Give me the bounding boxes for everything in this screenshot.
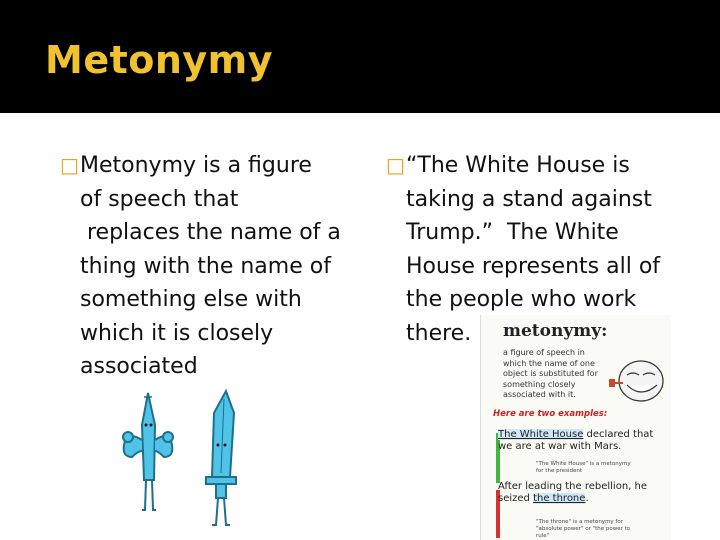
examples-header: Here are two examples: [493, 409, 608, 419]
left-bullet-line: of speech that [80, 186, 239, 212]
example2-text: After leading the rebellion, he seized [498, 481, 648, 504]
title-bar [0, 0, 720, 113]
left-bullet-line: thing with the name of [80, 253, 331, 279]
left-bullet-line: which it is closely [80, 320, 274, 346]
slide-title: Metonymy [45, 38, 274, 82]
right-bullet-line: there. [406, 320, 472, 346]
card-title: metonymy: [503, 321, 608, 341]
example1-note: "The White House" is a metonymy for the president [536, 461, 631, 474]
troll-face-icon [609, 353, 667, 405]
example2-subject: the throne [533, 493, 586, 504]
right-bullet-line: “The White House is [406, 153, 630, 178]
left-bullet-line: something else with [80, 287, 302, 312]
example2-end: . [585, 493, 589, 504]
right-bullet-line: the people who work [406, 287, 637, 312]
sword-icon [206, 391, 236, 525]
metonymy-card [480, 315, 671, 540]
example-1 [498, 429, 658, 453]
left-bullet-line: replaces the name of a [80, 220, 341, 245]
example1-subject: The White House [498, 429, 584, 440]
card-definition: a figure of speech in which the name of one object is substituted for something closely associated with it. [503, 348, 598, 399]
left-bullet [60, 149, 360, 384]
right-bullet-line: taking a stand against [406, 186, 652, 212]
bullet-marker: □ [60, 153, 79, 177]
right-bullet-line: Trump.” The White [406, 220, 619, 245]
pen-icon [123, 393, 173, 510]
left-bullet-line: associated [80, 354, 198, 379]
example1-text: declared that we are at war with Mars. [498, 429, 654, 452]
left-bullet-line: Metonymy is a figure [80, 153, 312, 178]
example2-note: "The throne" is a metonymy for "absolute power" or "the power to rule" [536, 519, 631, 539]
pen-and-sword-illustration [108, 385, 258, 535]
example-2 [498, 481, 663, 505]
bullet-marker: □ [386, 153, 405, 177]
right-bullet-line: House represents all of [406, 253, 661, 279]
